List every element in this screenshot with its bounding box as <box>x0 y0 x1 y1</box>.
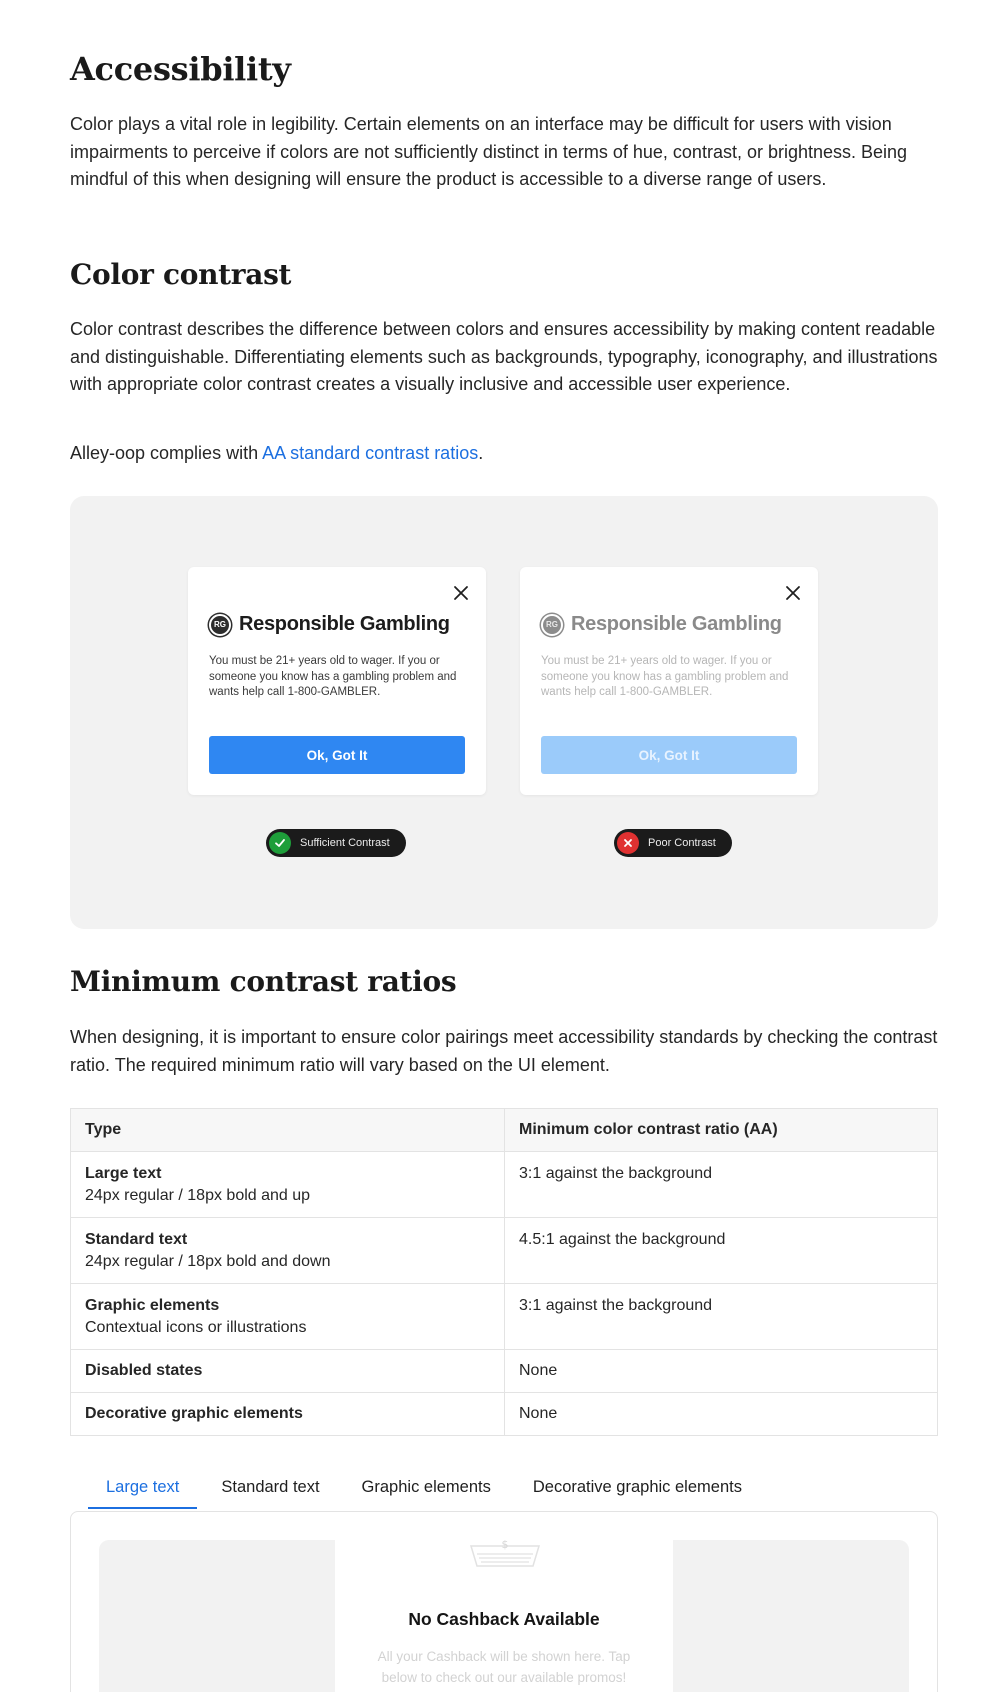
type-cell <box>71 1393 505 1436</box>
check-icon <box>269 832 291 854</box>
type-name: Disabled states <box>85 1362 203 1379</box>
sufficient-contrast-label: Sufficient Contrast <box>300 837 390 849</box>
type-name: Standard text <box>85 1231 188 1248</box>
card-header <box>541 613 782 636</box>
tab-decorative-graphic-elements[interactable]: Decorative graphic elements <box>532 1478 742 1496</box>
column-header-ratio: Minimum color contrast ratio (AA) <box>505 1109 938 1152</box>
ratio-cell: None <box>505 1350 938 1393</box>
ok-got-it-button[interactable]: Ok, Got It <box>541 736 797 774</box>
color-contrast-paragraph: Color contrast describes the difference between colors and ensures accessibility by making content readable and distinguishable. Differentiating elements such as backgrounds, typography, iconography, and illustrations with appropriate color contrast creates a visually inclusive and accessible user experience. <box>70 319 938 394</box>
card-title: Responsible Gambling <box>571 613 782 635</box>
card-text: You must be 21+ years old to wager. If you or someone you know has a gambling problem and wants help call 1-800-GAMBLER. <box>541 655 789 698</box>
type-detail: Contextual icons or illustrations <box>85 1319 307 1336</box>
rg-badge-label: RG <box>546 620 558 629</box>
type-cell <box>71 1152 505 1218</box>
table-row <box>71 1350 938 1393</box>
x-icon <box>617 832 639 854</box>
rg-badge-label: RG <box>214 620 226 629</box>
phone-screen-preview <box>335 1540 673 1692</box>
ratio-cell: 4.5:1 against the background <box>505 1218 938 1284</box>
compliance-prefix: Alley-oop complies with <box>70 443 263 463</box>
tab-preview-area <box>99 1540 909 1692</box>
table-row <box>71 1393 938 1436</box>
close-icon[interactable] <box>452 584 470 602</box>
close-icon[interactable] <box>784 584 802 602</box>
type-detail: 24px regular / 18px bold and up <box>85 1187 311 1204</box>
type-name: Decorative graphic elements <box>85 1405 303 1422</box>
type-cell <box>71 1350 505 1393</box>
type-cell <box>71 1218 505 1284</box>
empty-state-text: All your Cashback will be shown here. Tap below to check out our available promos! <box>377 1649 631 1685</box>
type-detail: 24px regular / 18px bold and down <box>85 1253 331 1270</box>
poor-contrast-label: Poor Contrast <box>648 837 716 849</box>
tab-panel <box>70 1511 938 1692</box>
contrast-demo-panel <box>70 496 938 929</box>
card-header <box>209 613 450 636</box>
tab-standard-text[interactable]: Standard text <box>221 1478 320 1496</box>
card-text: You must be 21+ years old to wager. If you or someone you know has a gambling problem and wants help call 1-800-GAMBLER. <box>209 655 457 698</box>
svg-text:$: $ <box>501 1540 509 1551</box>
rg-logo-icon <box>541 614 563 636</box>
responsible-gambling-card-good <box>188 567 486 795</box>
table-header-row <box>71 1109 938 1152</box>
accessibility-paragraph: Color plays a vital role in legibility. Certain elements on an interface may be difficult for users with vision impairments to perceive if colors are not sufficiently distinct in terms of hue, contrast, or brightness. Being mindful of this when designing will ensure the product is accessible to a diverse range of users. <box>70 114 908 189</box>
type-name: Large text <box>85 1165 162 1182</box>
rg-logo-icon <box>209 614 231 636</box>
type-name: Graphic elements <box>85 1297 220 1314</box>
empty-state-title: No Cashback Available <box>408 1609 600 1629</box>
table-row <box>71 1218 938 1284</box>
card-title: Responsible Gambling <box>239 613 450 635</box>
heading-color-contrast: Color contrast <box>70 258 292 291</box>
aa-contrast-link[interactable]: AA standard contrast ratios <box>262 443 479 463</box>
responsible-gambling-card-poor <box>520 567 818 795</box>
minimum-contrast-paragraph: When designing, it is important to ensure color pairings meet accessibility standards by checking the contrast ratio. The required minimum ratio will vary based on the UI element. <box>70 1027 938 1075</box>
tab-large-text[interactable]: Large text <box>88 1470 197 1509</box>
example-tabs <box>88 1470 766 1509</box>
column-header-type: Type <box>71 1109 505 1152</box>
contrast-ratio-table <box>70 1108 938 1436</box>
ratio-cell: 3:1 against the background <box>505 1152 938 1218</box>
ratio-cell: 3:1 against the background <box>505 1284 938 1350</box>
heading-accessibility: Accessibility <box>70 50 291 88</box>
table-row <box>71 1152 938 1218</box>
compliance-suffix: . <box>478 443 484 463</box>
poor-contrast-badge <box>614 829 732 857</box>
type-cell <box>71 1284 505 1350</box>
ratio-cell: None <box>505 1393 938 1436</box>
table-row <box>71 1284 938 1350</box>
cashback-wallet-icon <box>469 1540 541 1572</box>
sufficient-contrast-badge <box>266 829 406 857</box>
tab-graphic-elements[interactable]: Graphic elements <box>361 1478 491 1496</box>
compliance-paragraph <box>70 440 938 468</box>
ok-got-it-button[interactable]: Ok, Got It <box>209 736 465 774</box>
heading-minimum-contrast: Minimum contrast ratios <box>70 965 457 998</box>
